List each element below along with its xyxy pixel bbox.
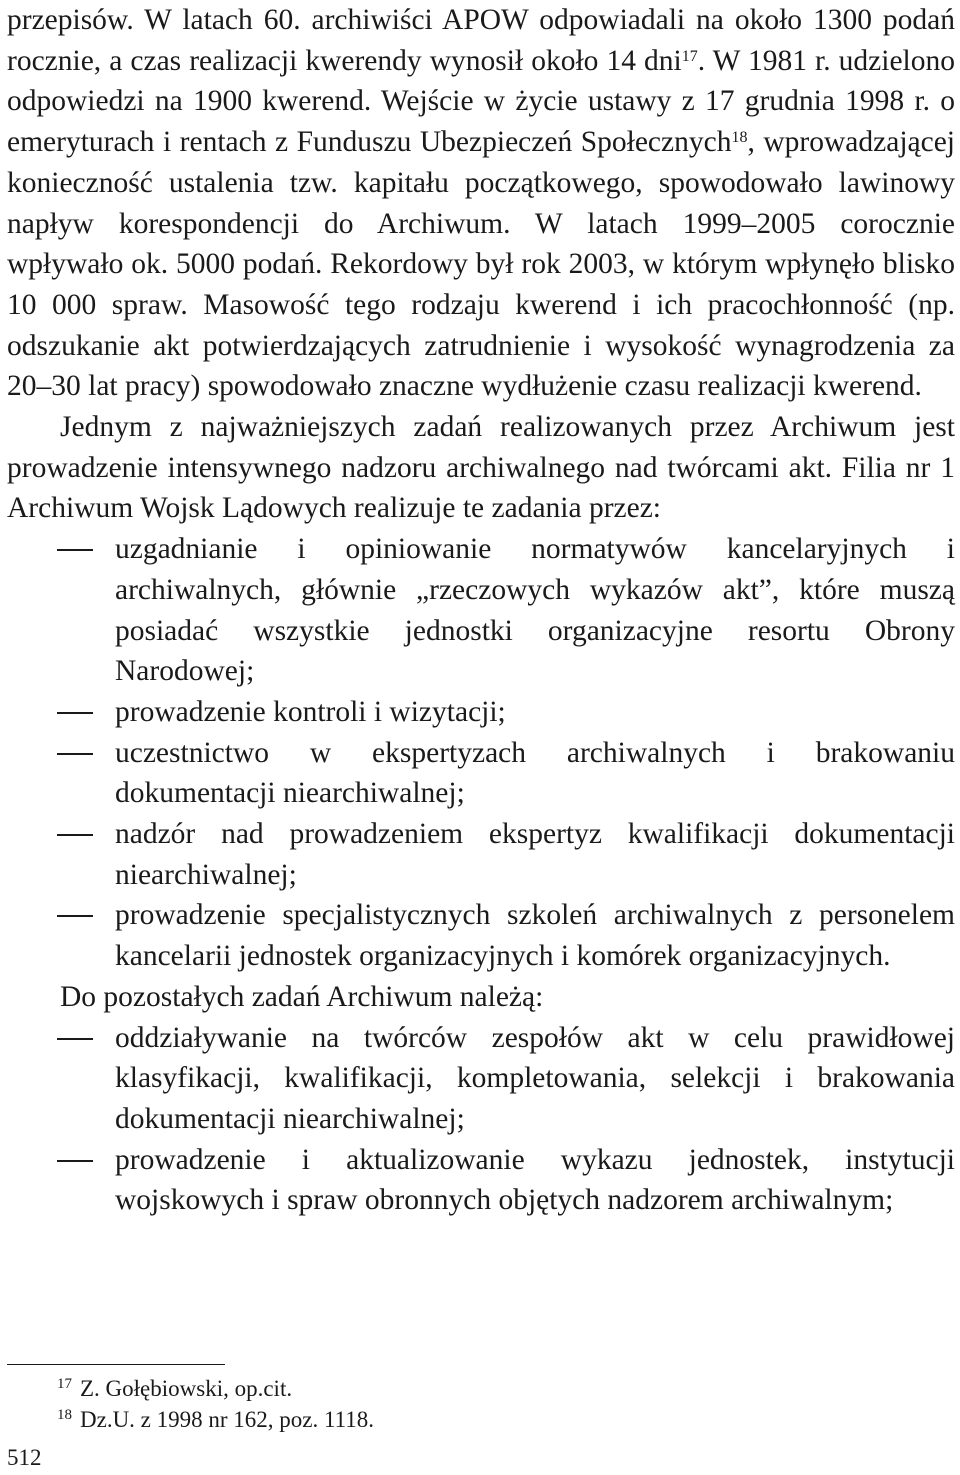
task-list-2 bbox=[7, 1018, 955, 1222]
footnote-ref-18[interactable]: 18 bbox=[731, 129, 748, 147]
list-item-text: uzgadnianie i opiniowanie normatywów kancelaryjnych i archiwalnych, głównie „rzeczowych wykazów akt”, które muszą posiadać wszystkie jednostki organizacyjne resortu Obrony Narodowej; bbox=[115, 533, 955, 688]
paragraph-1 bbox=[7, 0, 955, 407]
footnote-text: Dz.U. z 1998 nr 162, poz. 1118. bbox=[80, 1407, 375, 1432]
paragraph-1-text-a: przepisów. W latach 60. archiwiści APOW odpowiadali na około 1300 podań rocznie, a czas realizacji kwerendy wynosił około 14 dni bbox=[7, 4, 955, 77]
footnotes bbox=[57, 1373, 374, 1435]
footnote-text: Z. Gołębiowski, op.cit. bbox=[80, 1376, 293, 1401]
list-item bbox=[7, 529, 955, 692]
main-text bbox=[7, 0, 955, 1221]
list-item bbox=[7, 692, 955, 733]
footnote-number: 17 bbox=[57, 1376, 72, 1393]
dash-bullet-icon bbox=[57, 549, 93, 551]
page-body bbox=[7, 0, 955, 1221]
paragraph-1-text-b: . W 1981 r. udzielono odpowiedzi na 1900 kwerend. Wejście w życie ustawy z 17 grudnia 1998 r. o emeryturach i rentach z Funduszu Ubezpieczeń Społecznych bbox=[7, 44, 955, 159]
list-item bbox=[7, 895, 955, 976]
list-item-text: prowadzenie kontroli i wizytacji; bbox=[115, 695, 506, 728]
dash-bullet-icon bbox=[57, 1038, 93, 1040]
list-item-text: prowadzenie i aktualizowanie wykazu jednostek, instytucji wojskowych i spraw obronnych objętych nadzorem archiwalnym; bbox=[115, 1143, 955, 1217]
list-item bbox=[7, 733, 955, 814]
list-item bbox=[7, 1140, 955, 1221]
page-number: 512 bbox=[7, 1445, 42, 1470]
list-item bbox=[7, 814, 955, 895]
dash-bullet-icon bbox=[57, 1160, 93, 1162]
footnote-18 bbox=[57, 1404, 374, 1435]
footnote-17 bbox=[57, 1373, 374, 1404]
paragraph-3: Do pozostałych zadań Archiwum należą: bbox=[60, 980, 544, 1013]
paragraph-2: Jednym z najważniejszych zadań realizowanych przez Archiwum jest prowadzenie intensywnego nadzoru archiwalnego nad twórcami akt. Filia nr 1 Archiwum Wojsk Lądowych realizuje te zadania przez: bbox=[7, 411, 955, 525]
footnote-separator bbox=[7, 1364, 225, 1365]
footnote-number: 18 bbox=[57, 1407, 72, 1424]
task-list-1 bbox=[7, 529, 955, 977]
footnote-ref-17[interactable]: 17 bbox=[681, 47, 698, 65]
dash-bullet-icon bbox=[57, 834, 93, 836]
list-item-text: prowadzenie specjalistycznych szkoleń archiwalnych z personelem kancelarii jednostek organizacyjnych i komórek organizacyjnych. bbox=[115, 899, 955, 973]
list-item-text: oddziaływanie na twórców zespołów akt w celu prawidłowej klasyfikacji, kwalifikacji, kompletowania, selekcji i brakowania dokumentacji niearchiwalnej; bbox=[115, 1021, 955, 1135]
dash-bullet-icon bbox=[57, 712, 93, 714]
paragraph-1-text-c: , wprowadzającej konieczność ustalenia tzw. kapitału początkowego, spowodowało lawinowy napływ korespondencji do Archiwum. W latach 1999–2005 corocznie wpływało ok. 5000 podań. Rekordowy był rok 2003, w którym wpłynęło blisko 10 000 spraw. Masowość tego rodzaju kwerend i ich pracochłonność (np. odszukanie akt potwierdzających zatrudnienie i wysokość wynagrodzenia za 20–30 lat pracy) spowodowało znaczne wydłużenie czasu realizacji kwerend. bbox=[7, 126, 955, 403]
dash-bullet-icon bbox=[57, 915, 93, 917]
list-item bbox=[7, 1018, 955, 1140]
list-item-text: nadzór nad prowadzeniem ekspertyz kwalifikacji dokumentacji niearchiwalnej; bbox=[115, 818, 955, 891]
list-item-text: uczestnictwo w ekspertyzach archiwalnych i brakowaniu dokumentacji niearchiwalnej; bbox=[115, 736, 955, 810]
dash-bullet-icon bbox=[57, 753, 93, 755]
